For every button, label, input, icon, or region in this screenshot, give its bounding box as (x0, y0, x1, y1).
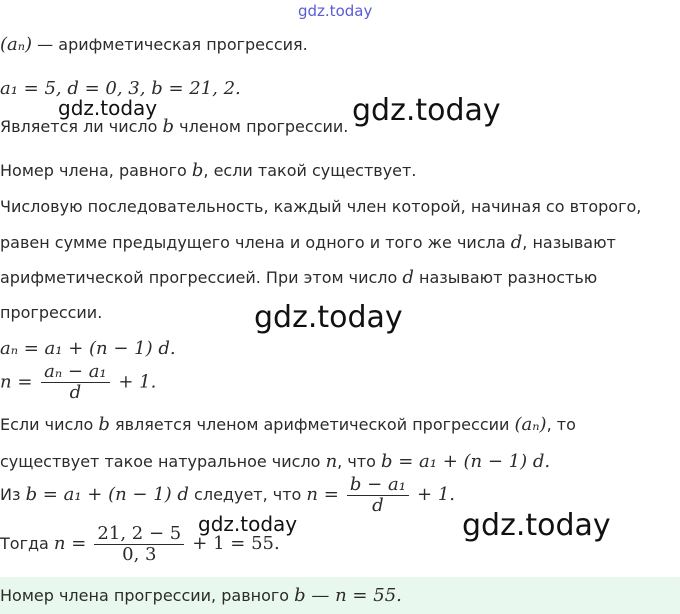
rhs: + 1 = 55. (192, 533, 280, 554)
numerator: 21, 2 − 5 (94, 524, 184, 545)
text: арифметической прогрессией. При этом число (0, 268, 403, 287)
definition-line-2 (0, 232, 616, 253)
definition-line-3 (0, 267, 597, 288)
text: является членом арифметической прогрессии (109, 415, 515, 434)
formula: b = a₁ + (n − 1) d (25, 484, 189, 505)
text: Из (0, 485, 26, 504)
watermark: gdz.today (254, 300, 403, 335)
watermark: gdz.today (352, 93, 501, 128)
definition-line-1: Числовую последовательность, каждый член которой, начиная со второго, (0, 197, 642, 216)
text: , что (337, 452, 381, 471)
question-2 (0, 160, 416, 181)
text: Является ли число (0, 117, 163, 136)
text: членом прогрессии. (174, 117, 349, 136)
text: равен сумме предыдущего члена и одного и того же числа (0, 233, 511, 252)
var: b (191, 160, 204, 181)
problem-text: — арифметическая прогрессия. (37, 35, 308, 54)
denominator: d (69, 382, 82, 403)
sequence-symbol: (aₙ) (0, 34, 33, 55)
solution-line-2 (0, 451, 550, 472)
lhs: n = (53, 533, 87, 554)
text: Тогда (0, 534, 54, 553)
var: b (162, 116, 175, 137)
watermark: gdz.today (198, 512, 298, 536)
denominator: d (372, 495, 384, 516)
watermark: gdz.today (58, 96, 158, 120)
fraction (347, 475, 409, 516)
var: n (325, 451, 338, 472)
answer (0, 585, 402, 606)
numerator: aₙ − a₁ (41, 362, 110, 383)
question-1 (0, 116, 348, 137)
formula: b — n = 55. (294, 585, 402, 606)
rhs: + 1. (417, 484, 455, 505)
solution-line-3 (0, 475, 455, 516)
lhs: n = (0, 371, 33, 393)
numerator: b − a₁ (347, 475, 409, 496)
text: следует, что (188, 485, 307, 504)
given-values: a₁ = 5, d = 0, 3, b = 21, 2. (0, 78, 241, 99)
formula-nth-term: aₙ = a₁ + (n − 1) d. (0, 338, 176, 359)
text: , если такой существует. (203, 161, 417, 180)
lhs: n = (306, 484, 339, 505)
solution-line-4 (0, 524, 280, 565)
text: существует такое натуральное число (0, 452, 326, 471)
var: b (98, 414, 110, 435)
fraction (94, 524, 184, 565)
var: d (402, 267, 414, 288)
solution-line-1 (0, 414, 576, 435)
text: Если число (0, 415, 99, 434)
text: , называют (522, 233, 616, 252)
text: Номер члена прогрессии, равного (0, 586, 295, 605)
formula: b = a₁ + (n − 1) d. (380, 451, 551, 472)
formula-n (0, 362, 156, 403)
watermark: gdz.today (462, 508, 611, 543)
text: , то (546, 415, 576, 434)
text: Номер члена, равного (0, 161, 192, 180)
denominator: 0, 3 (122, 544, 157, 565)
definition-line-4: прогрессии. (0, 303, 103, 322)
sequence-symbol: (aₙ) (514, 414, 547, 435)
text: называют разностью (413, 268, 598, 287)
var: d (510, 232, 523, 253)
rhs: + 1. (118, 371, 157, 393)
problem-statement (0, 34, 308, 55)
fraction (41, 362, 110, 403)
watermark-top: gdz.today (298, 2, 373, 20)
